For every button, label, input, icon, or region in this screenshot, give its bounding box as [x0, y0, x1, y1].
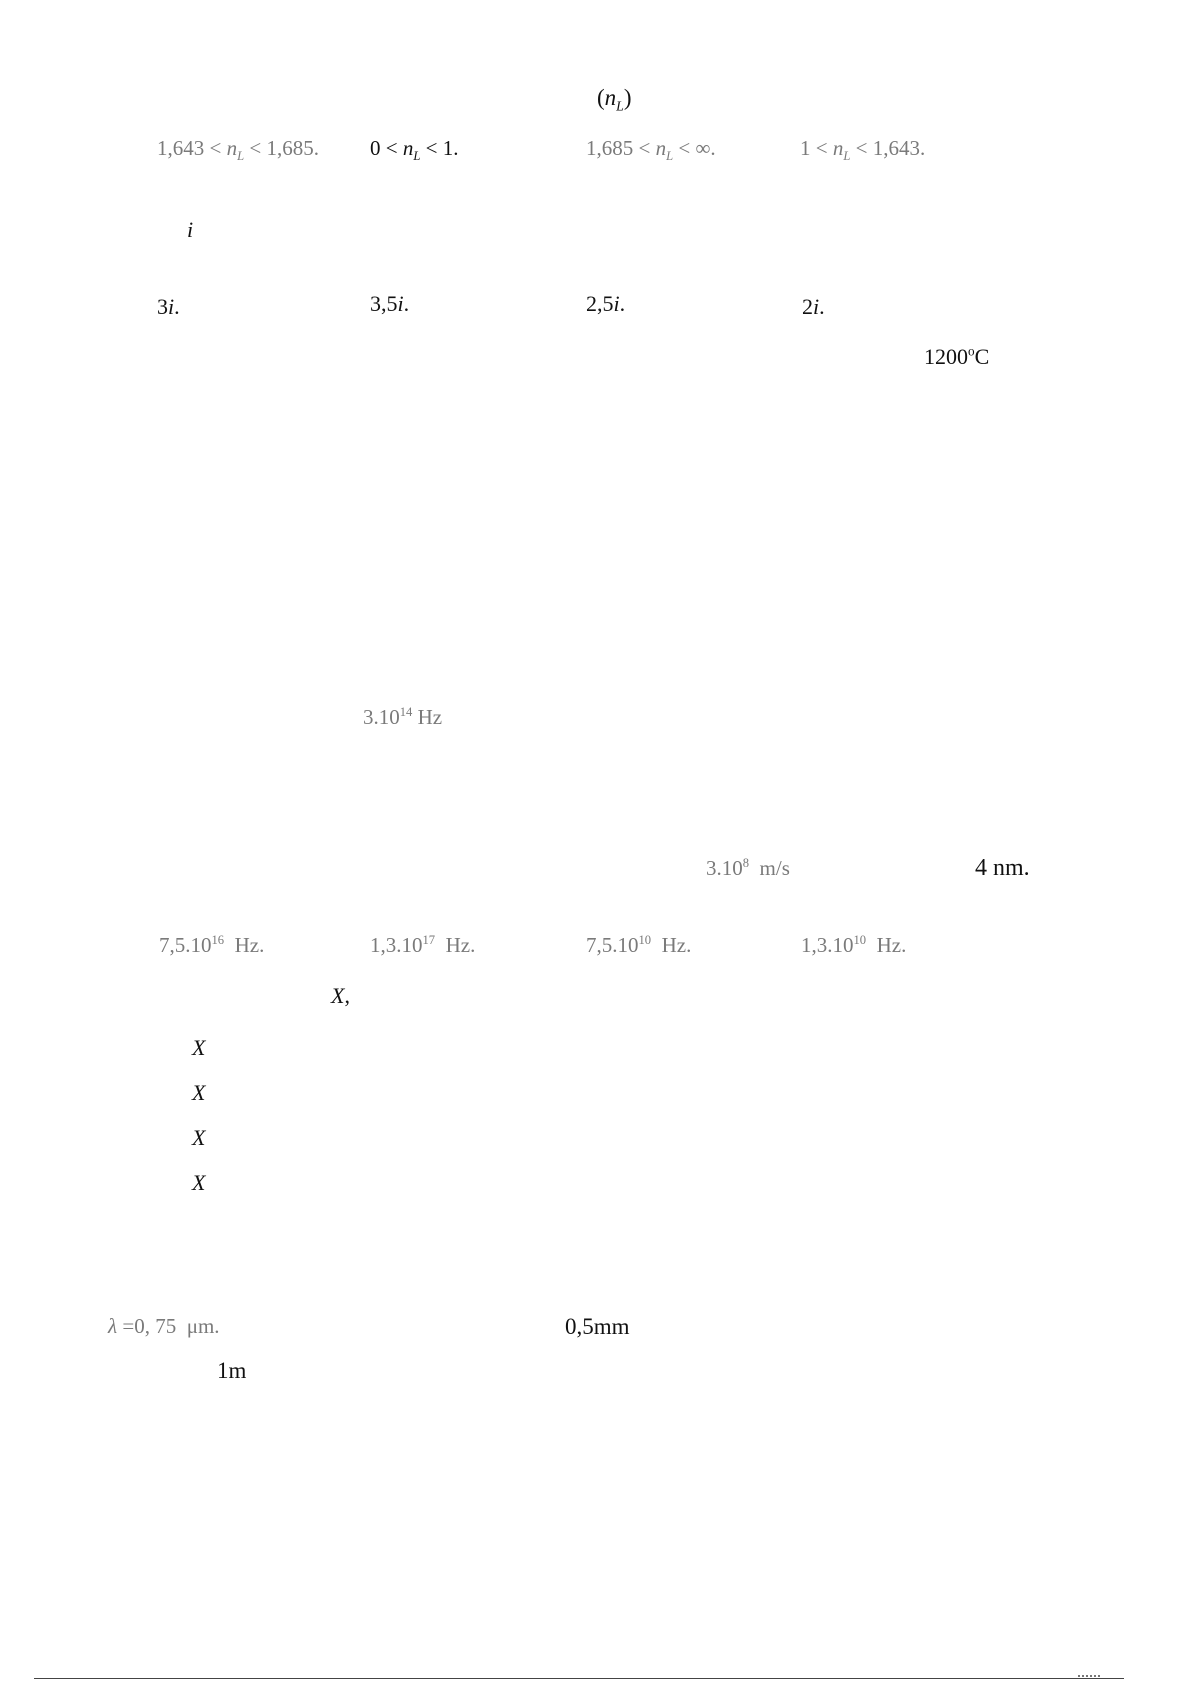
- q6-option-b: X: [192, 1080, 206, 1105]
- q1-option-d: $1 < n_L < 1,643$.: [800, 136, 926, 164]
- q2-symbol: i: [187, 217, 194, 242]
- q5-option-b: 1,3.10$^{17}$ Hz.: [370, 933, 476, 957]
- footer-divider: [34, 1678, 1124, 1679]
- q1-option-b: $0 < n_L < 1$.: [370, 136, 459, 164]
- q3-temperature: 1200$^o$C: [924, 343, 990, 369]
- q6-option-a: X: [192, 1035, 206, 1060]
- footer-marker: [1078, 1675, 1100, 1677]
- q2-option-c: 2,5i.: [586, 291, 626, 316]
- q5-light-speed: 3.10$^8$ m/s: [706, 856, 790, 880]
- q6-option-d: X: [192, 1170, 206, 1195]
- q5-wavelength: 4 nm.: [975, 855, 1030, 881]
- q2-option-a: 3i.: [157, 294, 180, 319]
- q2-option-d: 2i.: [802, 294, 825, 319]
- q2-option-b: 3,5i.: [370, 291, 410, 316]
- q5-option-c: 7,5.10$^{10}$ Hz.: [586, 933, 692, 957]
- q7-screen-distance: 1m: [217, 1358, 247, 1383]
- q7-slit-separation: 0,5mm: [565, 1314, 630, 1339]
- q6-symbol: X,: [331, 983, 350, 1008]
- q4-frequency: 3.10$^{14}$ Hz: [363, 705, 443, 729]
- q5-option-a: 7,5.10$^{16}$ Hz.: [159, 933, 265, 957]
- q1-option-a: $1,643 < n_L < 1,685$.: [157, 136, 319, 164]
- q1-symbol: $(n_L)$: [597, 85, 632, 114]
- q7-wavelength: λ =0, 75 μm.: [108, 1314, 220, 1338]
- q1-option-c: $1,685 < n_L$ < ∞.: [586, 136, 716, 164]
- q5-option-d: 1,3.10$^{10}$ Hz.: [801, 933, 907, 957]
- q6-option-c: X: [192, 1125, 206, 1150]
